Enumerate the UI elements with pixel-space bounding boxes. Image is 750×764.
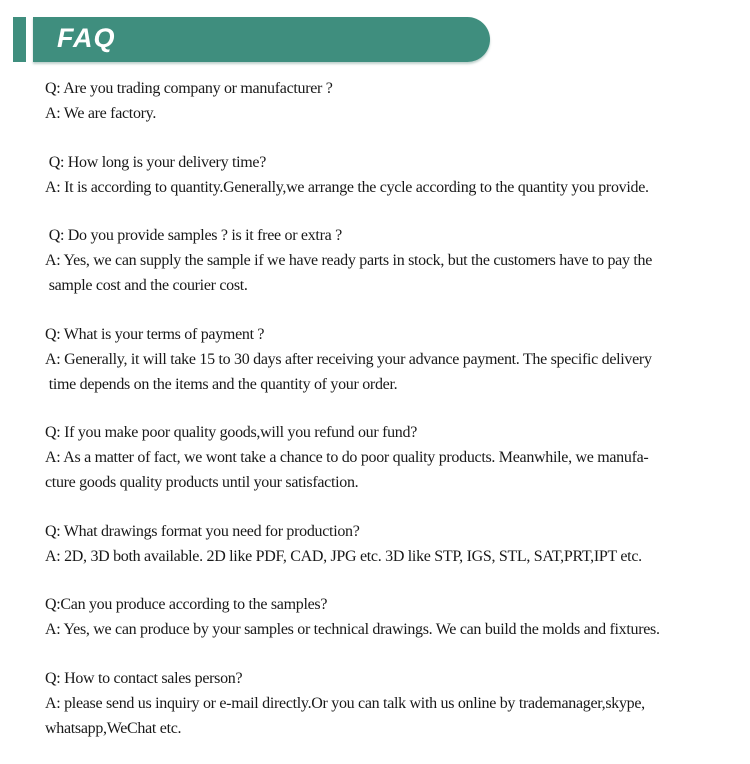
answer-line: A: We are factory. [45,105,157,122]
faq-item [45,420,740,495]
question-line: Q:Can you produce according to the samples? [45,596,328,613]
faq-page [0,17,750,764]
answer-line: A: Yes, we can supply the sample if we have ready parts in stock, but the customers have to pay the [45,252,653,269]
faq-list [0,76,750,741]
answer-line: A: As a matter of fact, we wont take a chance to do poor quality products. Meanwhile, we manufa- [45,449,649,466]
answer-line: cture goods quality products until your satisfaction. [45,474,359,491]
answer-line: A: 2D, 3D both available. 2D like PDF, CAD, JPG etc. 3D like STP, IGS, STL, SAT,PRT,IPT etc. [45,547,642,565]
faq-item [45,223,740,298]
faq-item [45,666,740,741]
faq-item [45,519,740,569]
answer-line: A: Generally, it will take 15 to 30 days after receiving your advance payment. The specific delivery [45,350,652,368]
faq-item [45,592,740,642]
answer-line: whatsapp,WeChat etc. [45,719,182,737]
faq-item [45,322,740,397]
answer-line: A: It is according to quantity.Generally,we arrange the cycle according to the quantity you provide. [45,178,649,196]
faq-item [45,76,740,126]
question-line: Q: What is your terms of payment ? [45,325,265,343]
answer-line: A: please send us inquiry or e-mail directly.Or you can talk with us online by trademanager,skype, [45,694,645,712]
question-line: Q: How long is your delivery time? [45,153,267,171]
question-line: Q: If you make poor quality goods,will you refund our fund? [45,424,418,441]
question-line: Q: Are you trading company or manufacturer ? [45,80,333,97]
answer-line: sample cost and the courier cost. [45,277,248,294]
header-accent-bar [13,17,26,62]
question-line: Q: Do you provide samples ? is it free or extra ? [45,227,342,244]
question-line: Q: How to contact sales person? [45,669,243,687]
header-banner [33,17,490,62]
page-title: FAQ [57,22,116,53]
answer-line: time depends on the items and the quantity of your order. [45,375,398,393]
faq-item [45,150,740,200]
question-line: Q: What drawings format you need for production? [45,522,360,540]
faq-header [0,17,750,62]
answer-line: A: Yes, we can produce by your samples or technical drawings. We can build the molds and fixtures. [45,621,660,638]
